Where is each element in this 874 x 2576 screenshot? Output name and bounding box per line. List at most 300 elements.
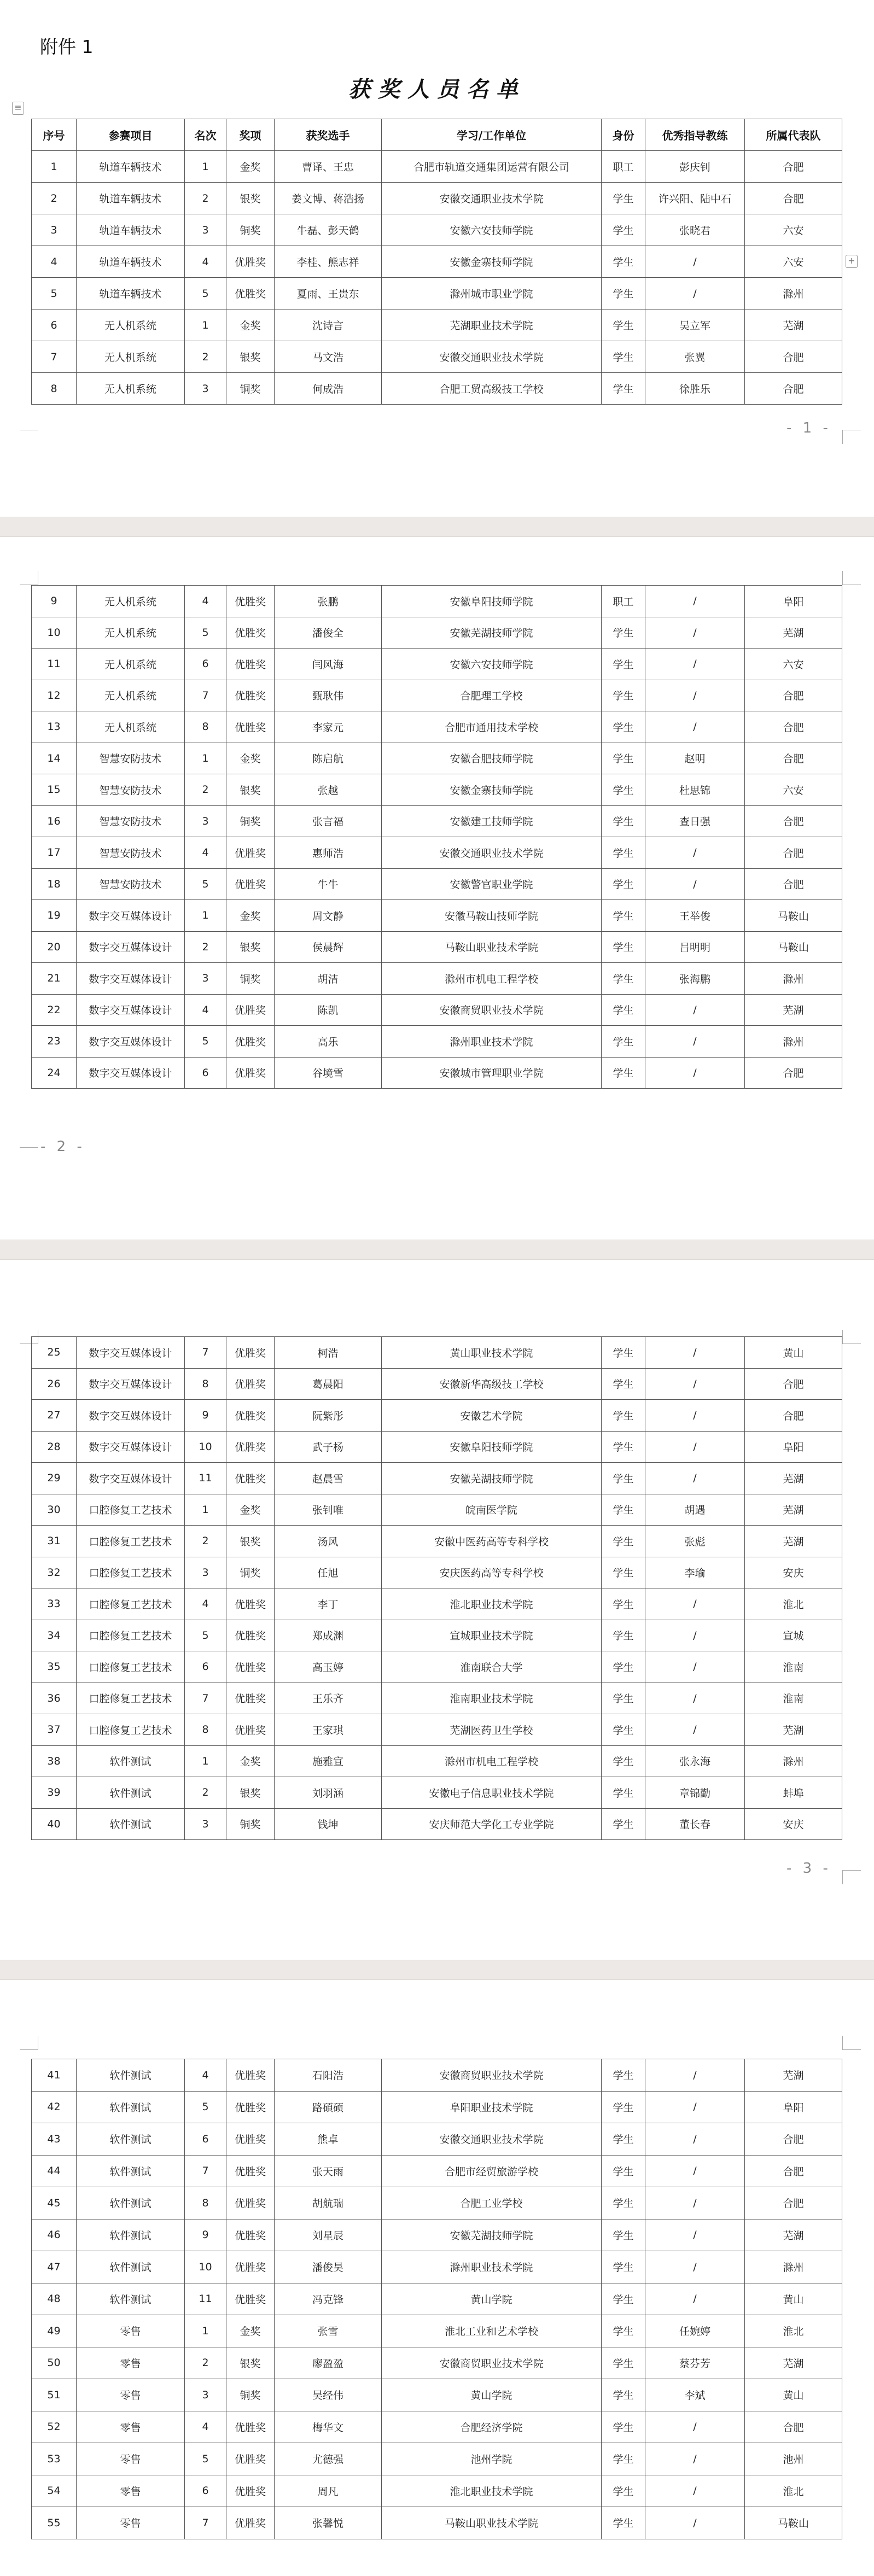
cell-project: 数字交互媒体设计 <box>77 1400 185 1432</box>
annex-label: 附件 1 <box>40 36 94 57</box>
table-row <box>32 151 842 183</box>
awards-table-page-3 <box>31 1336 842 1840</box>
crop-mark <box>842 430 861 444</box>
cell-team: 滁州 <box>745 278 842 309</box>
cell-rank: 2 <box>185 341 226 373</box>
table-row <box>32 963 842 995</box>
cell-coach: / <box>645 680 745 711</box>
crop-mark <box>20 2036 38 2050</box>
cell-team: 淮北 <box>745 2315 842 2347</box>
column-header-no: 序号 <box>32 119 77 151</box>
cell-project: 智慧安防技术 <box>77 774 185 806</box>
cell-project: 口腔修复工艺技术 <box>77 1620 185 1651</box>
column-header-project: 参赛项目 <box>77 119 185 151</box>
cell-coach: 查日强 <box>645 805 745 837</box>
cell-identity: 学生 <box>602 1683 645 1714</box>
cell-award: 金奖 <box>226 1494 275 1526</box>
cell-no: 30 <box>32 1494 77 1526</box>
cell-identity: 学生 <box>602 2315 645 2347</box>
cell-winner: 王乐齐 <box>275 1683 382 1714</box>
cell-coach: / <box>645 2411 745 2443</box>
cell-identity: 学生 <box>602 183 645 214</box>
cell-unit: 合肥市经贸旅游学校 <box>382 2155 602 2187</box>
cell-unit: 合肥市轨道交通集团运营有限公司 <box>382 151 602 183</box>
cell-winner: 张钊唯 <box>275 1494 382 1526</box>
cell-award: 金奖 <box>226 2315 275 2347</box>
page-gap <box>0 517 874 537</box>
table-row <box>32 1431 842 1463</box>
cell-winner: 张天雨 <box>275 2155 382 2187</box>
table-row <box>32 1651 842 1683</box>
cell-no: 21 <box>32 963 77 995</box>
cell-winner: 武子杨 <box>275 1431 382 1463</box>
cell-team: 合肥 <box>745 373 842 405</box>
cell-rank: 2 <box>185 1526 226 1557</box>
table-row <box>32 1526 842 1557</box>
cell-unit: 淮北职业技术学院 <box>382 2475 602 2507</box>
cell-no: 35 <box>32 1651 77 1683</box>
cell-identity: 学生 <box>602 963 645 995</box>
cell-project: 软件测试 <box>77 2187 185 2219</box>
cell-team: 芜湖 <box>745 2059 842 2092</box>
cell-team: 安庆 <box>745 1808 842 1840</box>
cell-identity: 学生 <box>602 2219 645 2251</box>
column-header-identity: 身份 <box>602 119 645 151</box>
cell-no: 50 <box>32 2347 77 2379</box>
cell-team: 芜湖 <box>745 617 842 649</box>
cell-rank: 7 <box>185 680 226 711</box>
cell-award: 银奖 <box>226 2347 275 2379</box>
cell-team: 合肥 <box>745 2123 842 2156</box>
cell-winner: 任旭 <box>275 1557 382 1588</box>
column-header-unit: 学习/工作单位 <box>382 119 602 151</box>
cell-winner: 胡洁 <box>275 963 382 995</box>
table-row <box>32 743 842 774</box>
cell-team: 滁州 <box>745 2251 842 2283</box>
table-row <box>32 586 842 617</box>
cell-rank: 9 <box>185 1400 226 1432</box>
table-row <box>32 1620 842 1651</box>
cell-award: 优胜奖 <box>226 2443 275 2475</box>
cell-identity: 学生 <box>602 774 645 806</box>
column-header-rank: 名次 <box>185 119 226 151</box>
cell-unit: 安徽芜湖技师学院 <box>382 2219 602 2251</box>
cell-unit: 安徽商贸职业技术学院 <box>382 2347 602 2379</box>
add-row-icon[interactable]: + <box>846 255 858 268</box>
cell-rank: 8 <box>185 2187 226 2219</box>
cell-no: 37 <box>32 1714 77 1746</box>
cell-winner: 牛磊、彭天鹤 <box>275 214 382 246</box>
cell-award: 优胜奖 <box>226 1026 275 1058</box>
cell-rank: 1 <box>185 2315 226 2347</box>
cell-award: 优胜奖 <box>226 2475 275 2507</box>
cell-award: 银奖 <box>226 931 275 963</box>
cell-no: 32 <box>32 1557 77 1588</box>
cell-rank: 2 <box>185 774 226 806</box>
cell-rank: 1 <box>185 743 226 774</box>
cell-rank: 8 <box>185 1714 226 1746</box>
cell-winner: 高玉婷 <box>275 1651 382 1683</box>
table-row <box>32 931 842 963</box>
cell-winner: 钱坤 <box>275 1808 382 1840</box>
cell-team: 蚌埠 <box>745 1777 842 1809</box>
cell-winner: 阮紫彤 <box>275 1400 382 1432</box>
cell-award: 优胜奖 <box>226 868 275 900</box>
cell-no: 7 <box>32 341 77 373</box>
cell-award: 铜奖 <box>226 805 275 837</box>
cell-identity: 学生 <box>602 2283 645 2315</box>
cell-project: 轨道车辆技术 <box>77 278 185 309</box>
cell-coach: / <box>645 1400 745 1432</box>
table-row <box>32 2123 842 2156</box>
cell-coach: 吕明明 <box>645 931 745 963</box>
page-title: 获奖人员名单 <box>348 77 526 102</box>
cell-unit: 安徽金寨技师学院 <box>382 246 602 278</box>
cell-rank: 1 <box>185 900 226 932</box>
table-row <box>32 2475 842 2507</box>
cell-coach: / <box>645 1588 745 1620</box>
cell-winner: 柯浩 <box>275 1337 382 1369</box>
cell-unit: 黄山学院 <box>382 2283 602 2315</box>
cell-rank: 1 <box>185 1745 226 1777</box>
awards-table-page-4 <box>31 2059 842 2539</box>
cell-identity: 学生 <box>602 931 645 963</box>
cell-coach: / <box>645 994 745 1026</box>
column-header-award: 奖项 <box>226 119 275 151</box>
cell-team: 宣城 <box>745 1620 842 1651</box>
cell-no: 34 <box>32 1620 77 1651</box>
cell-unit: 安徽中医药高等专科学校 <box>382 1526 602 1557</box>
cell-team: 合肥 <box>745 837 842 869</box>
cell-award: 优胜奖 <box>226 586 275 617</box>
page-number: - 2 - <box>40 1138 85 1155</box>
cell-award: 优胜奖 <box>226 278 275 309</box>
cell-no: 11 <box>32 649 77 680</box>
cell-rank: 5 <box>185 2443 226 2475</box>
cell-unit: 安徽马鞍山技师学院 <box>382 900 602 932</box>
cell-team: 合肥 <box>745 2155 842 2187</box>
cell-identity: 学生 <box>602 1557 645 1588</box>
cell-identity: 学生 <box>602 805 645 837</box>
cell-rank: 3 <box>185 963 226 995</box>
cell-coach: / <box>645 1337 745 1369</box>
cell-winner: 姜文博、蒋浩扬 <box>275 183 382 214</box>
cell-coach: / <box>645 2219 745 2251</box>
cell-project: 数字交互媒体设计 <box>77 1368 185 1400</box>
table-row <box>32 1808 842 1840</box>
cell-project: 数字交互媒体设计 <box>77 900 185 932</box>
cell-identity: 学生 <box>602 1026 645 1058</box>
cell-project: 口腔修复工艺技术 <box>77 1494 185 1526</box>
cell-unit: 安徽六安技师学院 <box>382 214 602 246</box>
table-row <box>32 1057 842 1089</box>
cell-award: 优胜奖 <box>226 246 275 278</box>
cell-award: 银奖 <box>226 183 275 214</box>
cell-no: 13 <box>32 711 77 743</box>
cell-award: 金奖 <box>226 1745 275 1777</box>
cell-rank: 3 <box>185 1557 226 1588</box>
cell-rank: 2 <box>185 183 226 214</box>
cell-team: 芜湖 <box>745 994 842 1026</box>
cell-no: 40 <box>32 1808 77 1840</box>
cell-winner: 吴经伟 <box>275 2379 382 2411</box>
cell-identity: 学生 <box>602 2507 645 2539</box>
cell-no: 52 <box>32 2411 77 2443</box>
cell-rank: 7 <box>185 1337 226 1369</box>
cell-unit: 安徽交通职业技术学院 <box>382 341 602 373</box>
table-row <box>32 1557 842 1588</box>
cell-no: 9 <box>32 586 77 617</box>
cell-identity: 学生 <box>602 2091 645 2123</box>
cell-coach: 许兴阳、陆中石 <box>645 183 745 214</box>
cell-coach: 彭庆钊 <box>645 151 745 183</box>
table-row <box>32 649 842 680</box>
cell-award: 铜奖 <box>226 963 275 995</box>
cell-winner: 夏雨、王贵东 <box>275 278 382 309</box>
table-row <box>32 774 842 806</box>
cell-award: 优胜奖 <box>226 837 275 869</box>
cell-no: 46 <box>32 2219 77 2251</box>
cell-winner: 胡航瑞 <box>275 2187 382 2219</box>
cell-identity: 学生 <box>602 1057 645 1089</box>
cell-project: 零售 <box>77 2475 185 2507</box>
cell-rank: 6 <box>185 1651 226 1683</box>
cell-unit: 合肥经济学院 <box>382 2411 602 2443</box>
cell-no: 18 <box>32 868 77 900</box>
cell-coach: 李斌 <box>645 2379 745 2411</box>
cell-no: 19 <box>32 900 77 932</box>
cell-unit: 合肥工贸高级技工学校 <box>382 373 602 405</box>
cell-winner: 李丁 <box>275 1588 382 1620</box>
cell-team: 黄山 <box>745 2379 842 2411</box>
cell-winner: 张鹏 <box>275 586 382 617</box>
cell-project: 口腔修复工艺技术 <box>77 1557 185 1588</box>
cell-rank: 5 <box>185 868 226 900</box>
cell-coach: 王举俊 <box>645 900 745 932</box>
cell-team: 合肥 <box>745 1400 842 1432</box>
cell-unit: 池州学院 <box>382 2443 602 2475</box>
table-row <box>32 183 842 214</box>
cell-coach: 董长春 <box>645 1808 745 1840</box>
cell-rank: 4 <box>185 994 226 1026</box>
cell-project: 口腔修复工艺技术 <box>77 1714 185 1746</box>
cell-award: 铜奖 <box>226 1557 275 1588</box>
cell-unit: 安徽交通职业技术学院 <box>382 837 602 869</box>
cell-team: 阜阳 <box>745 586 842 617</box>
cell-team: 芜湖 <box>745 1714 842 1746</box>
table-row <box>32 1494 842 1526</box>
cell-winner: 廖盈盈 <box>275 2347 382 2379</box>
cell-no: 22 <box>32 994 77 1026</box>
cell-unit: 淮北工业和艺术学校 <box>382 2315 602 2347</box>
cell-no: 23 <box>32 1026 77 1058</box>
cell-unit: 黄山职业技术学院 <box>382 1337 602 1369</box>
cell-identity: 学生 <box>602 1651 645 1683</box>
cell-coach: 张永海 <box>645 1745 745 1777</box>
document-page-4 <box>0 1980 874 2576</box>
cell-award: 优胜奖 <box>226 1714 275 1746</box>
cell-rank: 8 <box>185 1368 226 1400</box>
table-header-row <box>32 119 842 151</box>
cell-award: 铜奖 <box>226 2379 275 2411</box>
cell-winner: 陈启航 <box>275 743 382 774</box>
table-row <box>32 278 842 309</box>
cell-award: 金奖 <box>226 309 275 341</box>
cell-project: 轨道车辆技术 <box>77 183 185 214</box>
cell-identity: 学生 <box>602 309 645 341</box>
cell-no: 54 <box>32 2475 77 2507</box>
page-gap <box>0 1960 874 1980</box>
table-row <box>32 2443 842 2475</box>
cell-winner: 李桂、熊志祥 <box>275 246 382 278</box>
crop-mark <box>842 571 861 585</box>
cell-coach: / <box>645 837 745 869</box>
cell-coach: 章锦勤 <box>645 1777 745 1809</box>
page-number: - 1 - <box>786 420 831 436</box>
cell-project: 软件测试 <box>77 1808 185 1840</box>
cell-rank: 4 <box>185 246 226 278</box>
cell-coach: / <box>645 1683 745 1714</box>
document-page-2 <box>0 537 874 1240</box>
cell-unit: 滁州市机电工程学校 <box>382 963 602 995</box>
cell-rank: 1 <box>185 151 226 183</box>
cell-project: 数字交互媒体设计 <box>77 1337 185 1369</box>
cell-no: 26 <box>32 1368 77 1400</box>
cell-project: 无人机系统 <box>77 711 185 743</box>
cell-unit: 合肥工业学校 <box>382 2187 602 2219</box>
cell-no: 44 <box>32 2155 77 2187</box>
cell-coach: / <box>645 1714 745 1746</box>
cell-identity: 学生 <box>602 1808 645 1840</box>
cell-identity: 学生 <box>602 2379 645 2411</box>
cell-winner: 张言福 <box>275 805 382 837</box>
cell-award: 优胜奖 <box>226 2251 275 2283</box>
cell-rank: 8 <box>185 711 226 743</box>
table-row <box>32 1337 842 1369</box>
cell-team: 六安 <box>745 774 842 806</box>
table-row <box>32 2507 842 2539</box>
cell-rank: 4 <box>185 2059 226 2092</box>
cell-coach: 杜思锦 <box>645 774 745 806</box>
crop-mark <box>20 1147 38 1161</box>
cell-project: 软件测试 <box>77 1745 185 1777</box>
cell-identity: 学生 <box>602 837 645 869</box>
cell-rank: 5 <box>185 278 226 309</box>
cell-rank: 10 <box>185 2251 226 2283</box>
cell-winner: 施雅宣 <box>275 1745 382 1777</box>
cell-rank: 4 <box>185 2411 226 2443</box>
cell-no: 33 <box>32 1588 77 1620</box>
cell-identity: 学生 <box>602 994 645 1026</box>
cell-unit: 安徽阜阳技师学院 <box>382 586 602 617</box>
cell-winner: 谷境雪 <box>275 1057 382 1089</box>
cell-award: 优胜奖 <box>226 1400 275 1432</box>
cell-unit: 滁州城市职业学院 <box>382 278 602 309</box>
cell-project: 零售 <box>77 2379 185 2411</box>
cell-team: 合肥 <box>745 743 842 774</box>
cell-coach: / <box>645 617 745 649</box>
cell-no: 5 <box>32 278 77 309</box>
cell-unit: 安徽金寨技师学院 <box>382 774 602 806</box>
cell-project: 零售 <box>77 2443 185 2475</box>
cell-team: 淮南 <box>745 1683 842 1714</box>
cell-no: 42 <box>32 2091 77 2123</box>
cell-identity: 学生 <box>602 1745 645 1777</box>
cell-coach: / <box>645 649 745 680</box>
cell-rank: 2 <box>185 2347 226 2379</box>
cell-team: 六安 <box>745 246 842 278</box>
cell-team: 安庆 <box>745 1557 842 1588</box>
table-row <box>32 1777 842 1809</box>
cell-unit: 合肥理工学校 <box>382 680 602 711</box>
cell-winner: 李家元 <box>275 711 382 743</box>
cell-unit: 淮南联合大学 <box>382 1651 602 1683</box>
cell-team: 滁州 <box>745 1026 842 1058</box>
cell-unit: 安徽芜湖技师学院 <box>382 1463 602 1494</box>
table-row <box>32 2219 842 2251</box>
cell-winner: 张越 <box>275 774 382 806</box>
cell-award: 银奖 <box>226 341 275 373</box>
cell-rank: 4 <box>185 586 226 617</box>
cell-award: 优胜奖 <box>226 1651 275 1683</box>
cell-project: 软件测试 <box>77 2251 185 2283</box>
cell-no: 43 <box>32 2123 77 2156</box>
cell-team: 芜湖 <box>745 1494 842 1526</box>
cell-no: 48 <box>32 2283 77 2315</box>
cell-team: 合肥 <box>745 1368 842 1400</box>
cell-rank: 6 <box>185 1057 226 1089</box>
page-number: - 3 - <box>786 1860 831 1877</box>
table-row <box>32 1400 842 1432</box>
cell-award: 优胜奖 <box>226 1463 275 1494</box>
cell-award: 银奖 <box>226 1526 275 1557</box>
table-row <box>32 617 842 649</box>
cell-unit: 阜阳职业技术学院 <box>382 2091 602 2123</box>
cell-identity: 学生 <box>602 1337 645 1369</box>
cell-identity: 学生 <box>602 1431 645 1463</box>
cell-award: 优胜奖 <box>226 1683 275 1714</box>
cell-team: 合肥 <box>745 805 842 837</box>
cell-team: 芜湖 <box>745 2219 842 2251</box>
cell-team: 黄山 <box>745 1337 842 1369</box>
table-row <box>32 994 842 1026</box>
cell-coach: / <box>645 246 745 278</box>
cell-team: 马鞍山 <box>745 931 842 963</box>
cell-no: 39 <box>32 1777 77 1809</box>
cell-unit: 安徽合肥技师学院 <box>382 743 602 774</box>
cell-award: 金奖 <box>226 743 275 774</box>
cell-winner: 侯晨辉 <box>275 931 382 963</box>
cell-award: 优胜奖 <box>226 2155 275 2187</box>
table-row <box>32 214 842 246</box>
cell-project: 数字交互媒体设计 <box>77 1057 185 1089</box>
table-row <box>32 2187 842 2219</box>
cell-winner: 葛晨阳 <box>275 1368 382 1400</box>
table-row <box>32 1745 842 1777</box>
cell-no: 47 <box>32 2251 77 2283</box>
cell-unit: 芜湖医药卫生学校 <box>382 1714 602 1746</box>
cell-coach: 胡遇 <box>645 1494 745 1526</box>
cell-identity: 学生 <box>602 1777 645 1809</box>
cell-rank: 2 <box>185 1777 226 1809</box>
cell-unit: 合肥市通用技术学校 <box>382 711 602 743</box>
expand-icon[interactable]: ≡ <box>12 102 24 115</box>
cell-coach: / <box>645 278 745 309</box>
cell-award: 优胜奖 <box>226 2411 275 2443</box>
cell-unit: 安庆医药高等专科学校 <box>382 1557 602 1588</box>
cell-no: 25 <box>32 1337 77 1369</box>
cell-project: 软件测试 <box>77 2219 185 2251</box>
